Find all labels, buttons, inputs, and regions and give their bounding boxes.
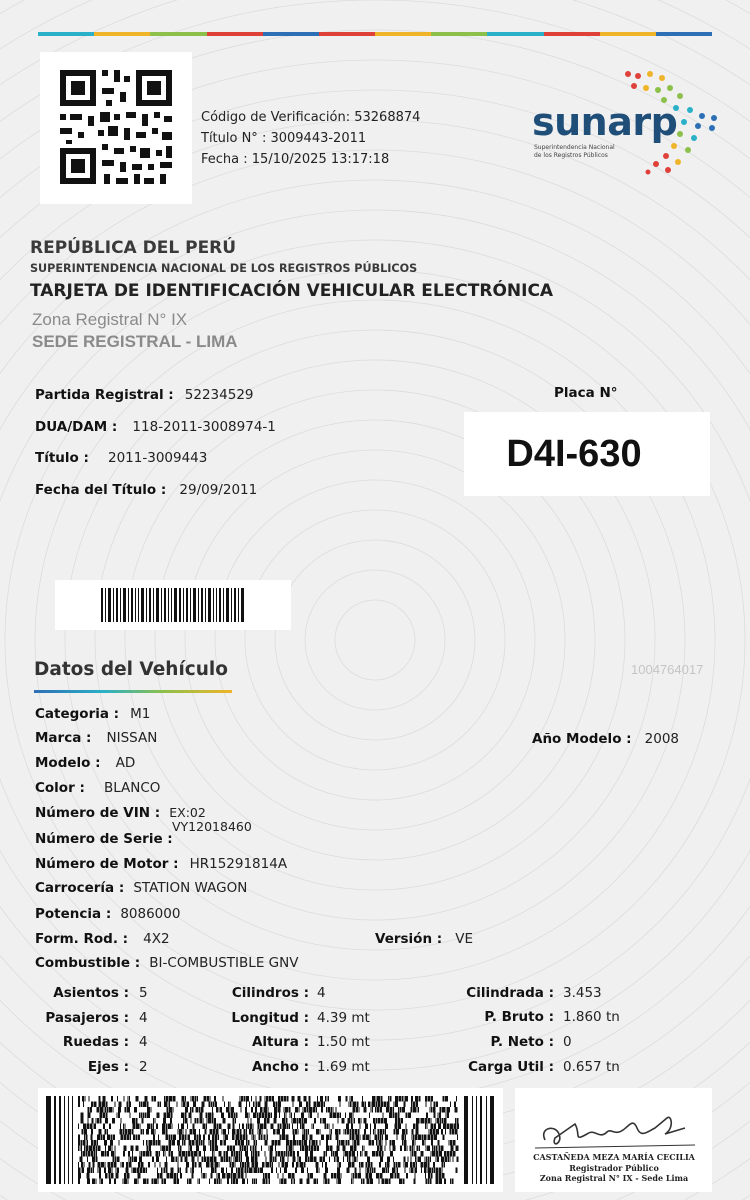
color-bar-segment	[263, 32, 320, 36]
partida-value: 52234529	[184, 387, 254, 403]
dua-row	[35, 416, 276, 435]
marca-row	[35, 727, 157, 746]
color-bar-segment	[94, 32, 151, 36]
sunarp-wordmark: sunarp	[532, 100, 678, 144]
titulo-label: Título :	[35, 450, 89, 466]
carroceria-label: Carrocería :	[35, 880, 125, 896]
pasajeros-label: Pasajeros :	[45, 1010, 129, 1026]
formrod-value: 4X2	[143, 931, 170, 947]
serie-value: VY12018460	[172, 819, 252, 834]
categoria-label: Categoria :	[35, 706, 120, 722]
signature-box	[515, 1088, 712, 1192]
marca-label: Marca :	[35, 730, 92, 746]
modelo-row	[35, 752, 135, 771]
color-bar-segment	[600, 32, 657, 36]
partida-label: Partida Registral :	[35, 387, 174, 403]
ejes-value: 2	[139, 1059, 148, 1075]
sunarp-subtitle-1: Superintendencia Nacional	[534, 144, 615, 151]
partida-row	[35, 384, 254, 403]
plate-label: Placa N°	[554, 385, 618, 401]
cilindrada-value: 3.453	[563, 985, 602, 1001]
pasajeros-value: 4	[139, 1010, 148, 1026]
carroceria-value: STATION WAGON	[133, 880, 248, 896]
section-underline	[34, 690, 232, 693]
verification-date-label: Fecha :	[201, 152, 248, 167]
dua-value: 118-2011-3008974-1	[132, 419, 276, 435]
document-title: TARJETA DE IDENTIFICACIÓN VEHICULAR ELECTRÓNICA	[30, 281, 554, 301]
verification-code-value: 53268874	[354, 110, 421, 125]
qr-code	[40, 52, 192, 204]
modelo-label: Modelo :	[35, 755, 101, 771]
color-bar-segment	[319, 32, 376, 36]
altura-value: 1.50 mt	[317, 1034, 370, 1050]
ancho-label: Ancho :	[251, 1059, 309, 1075]
formrod-row	[35, 928, 170, 947]
pneto-value: 0	[563, 1034, 572, 1050]
vin-label: Número de VIN :	[35, 805, 161, 821]
cilindros-label: Cilindros :	[231, 985, 309, 1001]
formrod-label: Form. Rod. :	[35, 931, 129, 947]
verification-code-label: Código de Verificación:	[201, 110, 351, 125]
categoria-value: M1	[130, 706, 151, 722]
color-bar-segment	[487, 32, 544, 36]
cilindrada-label: Cilindrada :	[466, 985, 554, 1001]
signatory-zone: Zona Registral N° IX - Sede Lima	[539, 1173, 689, 1183]
verification-date-value: 15/10/2025 13:17:18	[251, 152, 390, 167]
ruedas-value: 4	[139, 1034, 148, 1050]
combustible-value: BI-COMBUSTIBLE GNV	[149, 955, 299, 971]
fecha-label: Fecha del Título :	[35, 482, 167, 498]
vehicle-serial: 1004764017	[631, 662, 704, 677]
color-row	[35, 777, 160, 796]
color-bar-segment	[38, 32, 95, 36]
sunarp-subtitle-2: de los Registros Públicos	[534, 152, 608, 159]
version-row	[375, 928, 473, 947]
zone-title: Zona Registral N° IX	[32, 310, 188, 329]
ejes-label: Ejes :	[87, 1059, 129, 1075]
carroceria-row	[35, 877, 247, 896]
plate-box	[464, 412, 710, 496]
combustible-row	[35, 952, 298, 971]
color-bar-segment	[375, 32, 432, 36]
signatory-name: CASTAÑEDA MEZA MARÍA CECILIA	[533, 1152, 695, 1162]
motor-value: HR15291814A	[189, 856, 288, 872]
dua-label: DUA/DAM :	[35, 419, 118, 435]
country-title: REPÚBLICA DEL PERÚ	[30, 238, 237, 258]
titulo-row	[35, 447, 207, 466]
fecha-value: 29/09/2011	[179, 482, 258, 498]
potencia-row	[35, 903, 180, 922]
verification-code-row	[201, 110, 420, 125]
vin-value: EX:02	[169, 805, 206, 820]
anio-value: 2008	[644, 731, 680, 747]
marca-value: NISSAN	[106, 730, 158, 746]
combustible-label: Combustible :	[35, 955, 141, 971]
color-bar-segment	[656, 32, 713, 36]
color-value: BLANCO	[103, 780, 161, 796]
modelo-value: AD	[115, 755, 136, 771]
color-label: Color :	[35, 780, 85, 796]
sunarp-logo	[530, 66, 725, 176]
plate-number: D4I-630	[506, 432, 642, 475]
color-bar-segment	[544, 32, 601, 36]
color-bar-segment	[150, 32, 207, 36]
vehicle-section-title: Datos del Vehículo	[34, 659, 228, 680]
signatory-role: Registrador Público	[569, 1163, 659, 1173]
verification-title-value: 3009443-2011	[270, 131, 367, 146]
version-value: VE	[455, 931, 474, 947]
verification-title-row	[201, 131, 366, 146]
longitud-label: Longitud :	[231, 1010, 309, 1026]
asientos-value: 5	[139, 985, 148, 1001]
version-label: Versión :	[375, 931, 443, 947]
cilindros-value: 4	[317, 985, 326, 1001]
serie-row	[35, 828, 173, 847]
titulo-value: 2011-3009443	[108, 450, 208, 466]
agency-title: SUPERINTENDENCIA NACIONAL DE LOS REGISTROS PÚBLICOS	[30, 262, 418, 275]
fecha-row	[35, 479, 257, 498]
verification-title-label: Título N° :	[201, 131, 267, 146]
color-bar-segment	[207, 32, 264, 36]
registration-barcode	[55, 580, 291, 630]
ancho-value: 1.69 mt	[317, 1059, 370, 1075]
office-title: SEDE REGISTRAL - LIMA	[32, 332, 238, 351]
longitud-value: 4.39 mt	[317, 1010, 370, 1026]
potencia-value: 8086000	[120, 906, 181, 922]
carga-value: 0.657 tn	[563, 1059, 620, 1075]
asientos-label: Asientos :	[53, 985, 129, 1001]
ruedas-label: Ruedas :	[62, 1034, 129, 1050]
carga-label: Carga Util :	[468, 1059, 554, 1075]
altura-label: Altura :	[251, 1034, 309, 1050]
serie-label: Número de Serie :	[35, 831, 173, 847]
pbruto-label: P. Bruto :	[484, 1009, 554, 1025]
verification-date-row	[201, 152, 389, 167]
anio-row	[532, 728, 679, 747]
pdf417-code	[38, 1088, 503, 1192]
motor-row	[35, 853, 287, 872]
categoria-row	[35, 703, 150, 722]
pneto-label: P. Neto :	[490, 1034, 554, 1050]
color-bar-segment	[431, 32, 488, 36]
pbruto-value: 1.860 tn	[563, 1009, 620, 1025]
motor-label: Número de Motor :	[35, 856, 179, 872]
anio-label: Año Modelo :	[532, 731, 632, 747]
potencia-label: Potencia :	[35, 906, 112, 922]
